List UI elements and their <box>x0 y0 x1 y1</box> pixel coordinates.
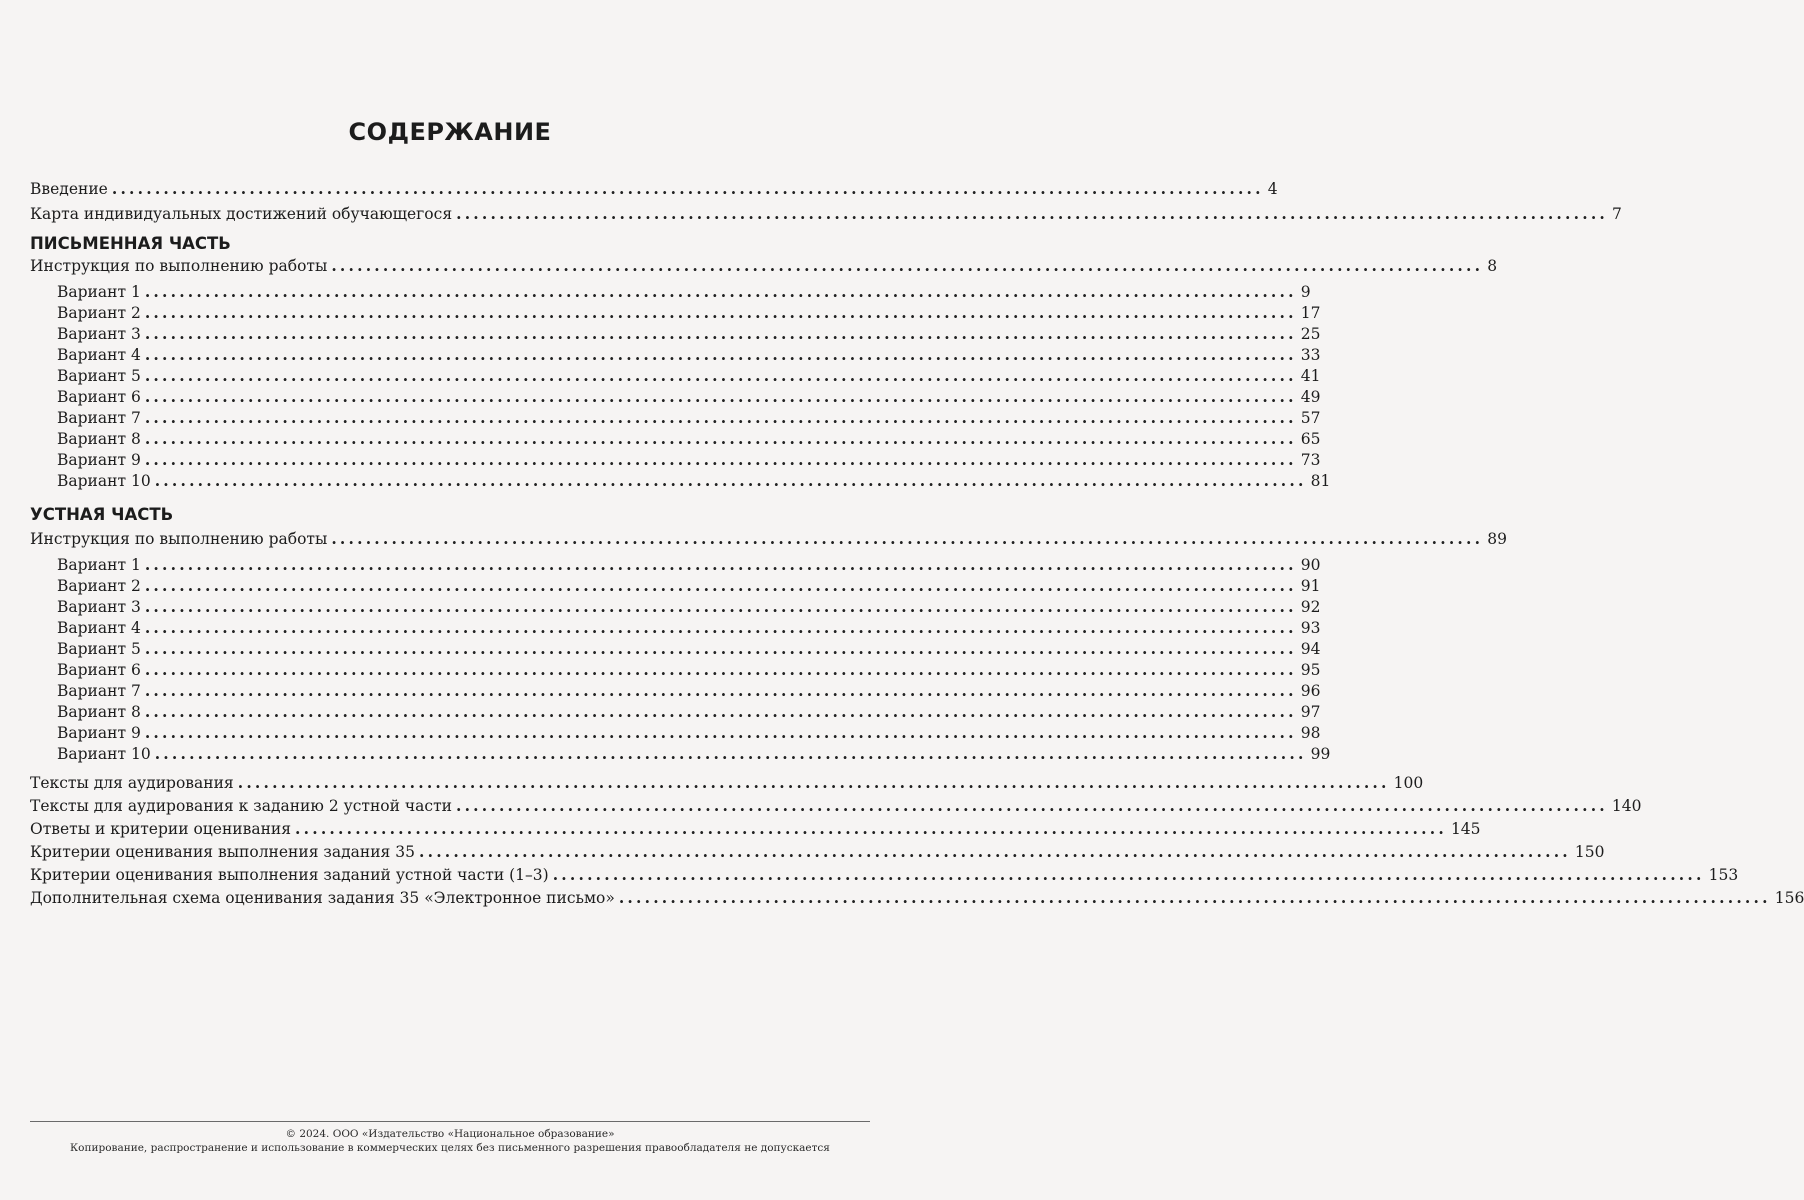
toc-entry-page: 145 <box>1450 820 1481 838</box>
toc-entry-intro <box>30 178 1278 200</box>
toc-entry-written-variant <box>57 407 1321 429</box>
toc-entry-label: Вариант 5 <box>57 367 141 385</box>
toc-entry-oral-variant <box>57 596 1321 618</box>
toc-entry-page: 65 <box>1300 430 1321 448</box>
toc-entry-label: Вариант 2 <box>57 577 141 595</box>
toc-entry-oral-variant <box>57 659 1321 681</box>
dot-leader: ...................................................................................................................................... <box>144 576 1297 595</box>
toc-entry-written-variant <box>57 386 1321 408</box>
dot-leader: ...................................................................................................................................... <box>144 639 1297 658</box>
toc-entry-page: 93 <box>1300 619 1321 637</box>
toc-entry-oral-variant <box>57 575 1321 597</box>
toc-entry-criteria-oral <box>30 864 1739 886</box>
dot-leader: ...................................................................................................................................... <box>154 471 1307 490</box>
dot-leader: ...................................................................................................................................... <box>237 773 1390 792</box>
toc-entry-oral-variant <box>57 701 1321 723</box>
toc-entry-oral-variant <box>57 638 1321 660</box>
dot-leader: ...................................................................................................................................... <box>618 888 1771 907</box>
toc-entry-achievement-map <box>30 203 1622 225</box>
toc-entry-page: 95 <box>1300 661 1321 679</box>
toc-entry-written-variant <box>57 449 1321 471</box>
toc-entry-label: Вариант 10 <box>57 472 151 490</box>
dot-leader: ...................................................................................................................................... <box>144 324 1297 343</box>
toc-entry-page: 100 <box>1393 774 1424 792</box>
toc-entry-label: Вариант 7 <box>57 682 141 700</box>
toc-entry-written-variant <box>57 302 1321 324</box>
toc-entry-written-variant <box>57 281 1311 303</box>
toc-entry-label: Тексты для аудирования <box>30 774 234 792</box>
toc-entry-page: 25 <box>1300 325 1321 343</box>
toc-entry-label: Вариант 2 <box>57 304 141 322</box>
toc-entry-label: Вариант 9 <box>57 451 141 469</box>
dot-leader: ...................................................................................................................................... <box>144 555 1297 574</box>
toc-entry-page: 96 <box>1300 682 1321 700</box>
toc-entry-label: Вариант 1 <box>57 556 141 574</box>
toc-entry-label: Вариант 7 <box>57 409 141 427</box>
toc-entry-oral-variant <box>57 722 1321 744</box>
toc-entry-listening-texts <box>30 772 1424 794</box>
toc-entry-page: 4 <box>1267 180 1278 198</box>
toc-entry-written-variant <box>57 365 1321 387</box>
toc-entry-page: 97 <box>1300 703 1321 721</box>
toc-entry-oral-variant <box>57 554 1321 576</box>
toc-entry-written-variant <box>57 323 1321 345</box>
toc-entry-label: Введение <box>30 180 108 198</box>
dot-leader: ...................................................................................................................................... <box>144 660 1297 679</box>
toc-entry-label: Вариант 3 <box>57 598 141 616</box>
toc-entry-label: Критерии оценивания выполнения заданий устной части (1–3) <box>30 866 549 884</box>
toc-entry-label: Дополнительная схема оценивания задания 35 «Электронное письмо» <box>30 889 615 907</box>
toc-entry-additional-scheme <box>30 887 1804 909</box>
dot-leader: ...................................................................................................................................... <box>144 345 1297 364</box>
toc-entry-page: 57 <box>1300 409 1321 427</box>
toc-entry-criteria-task35 <box>30 841 1605 863</box>
dot-leader: ...................................................................................................................................... <box>144 366 1297 385</box>
dot-leader: ...................................................................................................................................... <box>144 597 1297 616</box>
section-heading-oral: УСТНАЯ ЧАСТЬ <box>30 505 174 524</box>
footer-notice: Копирование, распространение и использование в коммерческих целях без письменного разрешения правообладателя не допускается <box>70 1142 830 1154</box>
toc-entry-page: 99 <box>1310 745 1331 763</box>
toc-entry-written-variant <box>57 344 1321 366</box>
toc-entry-page: 7 <box>1612 205 1622 223</box>
toc-entry-page: 41 <box>1300 367 1321 385</box>
toc-entry-page: 90 <box>1300 556 1321 574</box>
dot-leader: ...................................................................................................................................... <box>144 429 1297 448</box>
toc-entry-label: Тексты для аудирования к заданию 2 устной части <box>30 797 452 815</box>
toc-entry-oral-variant <box>57 743 1331 765</box>
toc-entry-page: 153 <box>1708 866 1739 884</box>
toc-entry-page: 140 <box>1611 797 1642 815</box>
toc-entry-label: Критерии оценивания выполнения задания 35 <box>30 843 415 861</box>
dot-leader: ...................................................................................................................................... <box>331 529 1484 548</box>
toc-entry-label: Вариант 10 <box>57 745 151 763</box>
toc-entry-label: Карта индивидуальных достижений обучающегося <box>30 205 453 223</box>
dot-leader: ...................................................................................................................................... <box>154 744 1307 763</box>
toc-entry-label: Вариант 3 <box>57 325 141 343</box>
toc-entry-page: 33 <box>1300 346 1321 364</box>
toc-entry-label: Ответы и критерии оценивания <box>30 820 292 838</box>
toc-entry-label: Инструкция по выполнению работы <box>30 257 328 275</box>
toc-entry-label: Инструкция по выполнению работы <box>30 530 328 548</box>
toc-entry-page: 94 <box>1300 640 1321 658</box>
toc-entry-listening-texts-task2 <box>30 795 1642 817</box>
toc-entry-label: Вариант 8 <box>57 703 141 721</box>
dot-leader: ...................................................................................................................................... <box>144 387 1297 406</box>
toc-entry-page: 73 <box>1300 451 1321 469</box>
toc-entry-label: Вариант 6 <box>57 661 141 679</box>
toc-entry-label: Вариант 4 <box>57 619 141 637</box>
dot-leader: ...................................................................................................................................... <box>144 303 1297 322</box>
toc-entry-label: Вариант 5 <box>57 640 141 658</box>
dot-leader: ...................................................................................................................................... <box>331 256 1484 275</box>
footer-divider <box>30 1121 870 1122</box>
dot-leader: ...................................................................................................................................... <box>456 204 1609 223</box>
toc-entry-label: Вариант 4 <box>57 346 141 364</box>
toc-entry-page: 9 <box>1300 283 1311 301</box>
toc-entry-oral-instruction <box>30 528 1507 550</box>
dot-leader: ...................................................................................................................................... <box>295 819 1447 838</box>
toc-entry-oral-variant <box>57 680 1321 702</box>
toc-entry-written-variant <box>57 428 1321 450</box>
toc-entry-page: 92 <box>1300 598 1321 616</box>
dot-leader: ...................................................................................................................................... <box>455 796 1608 815</box>
section-heading-written: ПИСЬМЕННАЯ ЧАСТЬ <box>30 234 231 253</box>
dot-leader: ...................................................................................................................................... <box>144 681 1297 700</box>
toc-entry-label: Вариант 6 <box>57 388 141 406</box>
toc-entry-page: 150 <box>1574 843 1605 861</box>
toc-entry-label: Вариант 8 <box>57 430 141 448</box>
toc-entry-oral-variant <box>57 617 1321 639</box>
dot-leader: ...................................................................................................................................... <box>144 282 1297 301</box>
toc-entry-page: 49 <box>1300 388 1321 406</box>
dot-leader: ...................................................................................................................................... <box>111 179 1264 198</box>
toc-entry-page: 17 <box>1300 304 1321 322</box>
toc-entry-page: 156 <box>1774 889 1804 907</box>
toc-entry-page: 91 <box>1300 577 1321 595</box>
dot-leader: ...................................................................................................................................... <box>144 618 1297 637</box>
toc-entry-page: 81 <box>1310 472 1331 490</box>
dot-leader: ...................................................................................................................................... <box>144 723 1297 742</box>
dot-leader: ...................................................................................................................................... <box>144 702 1297 721</box>
dot-leader: ...................................................................................................................................... <box>144 408 1297 427</box>
toc-entry-written-instruction <box>30 255 1498 277</box>
toc-entry-written-variant <box>57 470 1331 492</box>
footer-copyright: © 2024. ООО «Издательство «Национальное образование» <box>285 1128 615 1140</box>
dot-leader: ...................................................................................................................................... <box>144 450 1297 469</box>
toc-entry-answers-criteria <box>30 818 1481 840</box>
toc-entry-page: 89 <box>1487 530 1507 548</box>
toc-entry-label: Вариант 1 <box>57 283 141 301</box>
page-title: СОДЕРЖАНИЕ <box>348 118 552 146</box>
dot-leader: ...................................................................................................................................... <box>552 865 1705 884</box>
dot-leader: ...................................................................................................................................... <box>419 842 1571 861</box>
toc-entry-page: 98 <box>1300 724 1321 742</box>
toc-entry-page: 8 <box>1487 257 1498 275</box>
toc-entry-label: Вариант 9 <box>57 724 141 742</box>
